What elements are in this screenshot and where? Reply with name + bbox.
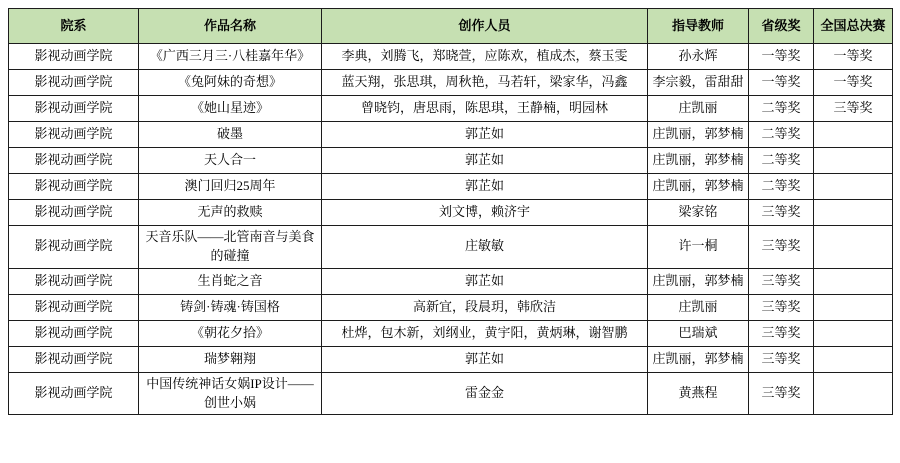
cell-work: 天音乐队——北管南音与美食的碰撞	[139, 226, 322, 269]
cell-creators: 郭芷如	[322, 346, 648, 372]
cell-provincial: 三等奖	[749, 268, 814, 294]
table-row	[9, 320, 893, 346]
cell-provincial: 三等奖	[749, 226, 814, 269]
cell-teacher: 庄凯丽，郭梦楠	[648, 268, 749, 294]
cell-provincial: 二等奖	[749, 122, 814, 148]
table-row	[9, 148, 893, 174]
cell-work: 天人合一	[139, 148, 322, 174]
cell-provincial: 二等奖	[749, 174, 814, 200]
table-body	[9, 44, 893, 415]
cell-provincial: 一等奖	[749, 44, 814, 70]
cell-national: 一等奖	[814, 70, 893, 96]
table-row	[9, 122, 893, 148]
column-header-work: 作品名称	[139, 9, 322, 44]
cell-national	[814, 122, 893, 148]
cell-department: 影视动画学院	[9, 70, 139, 96]
column-header-teacher: 指导教师	[648, 9, 749, 44]
column-header-provincial-award: 省级奖	[749, 9, 814, 44]
cell-teacher: 孙永辉	[648, 44, 749, 70]
cell-department: 影视动画学院	[9, 294, 139, 320]
cell-national	[814, 294, 893, 320]
table-row	[9, 346, 893, 372]
cell-provincial: 二等奖	[749, 148, 814, 174]
cell-teacher: 庄凯丽，郭梦楠	[648, 174, 749, 200]
cell-work: 铸剑·铸魂·铸国格	[139, 294, 322, 320]
cell-work: 《兔阿妹的奇想》	[139, 70, 322, 96]
cell-department: 影视动画学院	[9, 320, 139, 346]
awards-table	[8, 8, 893, 415]
cell-national	[814, 346, 893, 372]
cell-provincial: 三等奖	[749, 372, 814, 415]
cell-teacher: 庄凯丽	[648, 294, 749, 320]
cell-provincial: 三等奖	[749, 320, 814, 346]
cell-teacher: 庄凯丽，郭梦楠	[648, 122, 749, 148]
cell-national: 三等奖	[814, 96, 893, 122]
column-header-national-final: 全国总决赛	[814, 9, 893, 44]
cell-creators: 刘文博，赖济宇	[322, 200, 648, 226]
cell-creators: 郭芷如	[322, 268, 648, 294]
table-row	[9, 200, 893, 226]
header-row	[9, 9, 893, 44]
cell-creators: 郭芷如	[322, 148, 648, 174]
cell-teacher: 李宗毅，雷甜甜	[648, 70, 749, 96]
cell-creators: 雷金金	[322, 372, 648, 415]
cell-creators: 郭芷如	[322, 174, 648, 200]
table-header	[9, 9, 893, 44]
cell-provincial: 三等奖	[749, 200, 814, 226]
cell-national	[814, 268, 893, 294]
cell-work: 《她山星迹》	[139, 96, 322, 122]
cell-department: 影视动画学院	[9, 122, 139, 148]
column-header-department: 院系	[9, 9, 139, 44]
table-row	[9, 372, 893, 415]
cell-teacher: 庄凯丽，郭梦楠	[648, 346, 749, 372]
table-row	[9, 70, 893, 96]
cell-teacher: 庄凯丽	[648, 96, 749, 122]
cell-national	[814, 174, 893, 200]
cell-national: 一等奖	[814, 44, 893, 70]
cell-creators: 庄敏敏	[322, 226, 648, 269]
table-row	[9, 294, 893, 320]
table-row	[9, 268, 893, 294]
cell-creators: 蓝天翔，张思琪，周秋艳，马若轩，梁家华，冯鑫	[322, 70, 648, 96]
cell-creators: 曾晓钧，唐思雨，陈思琪，王静楠，明园林	[322, 96, 648, 122]
table-row	[9, 96, 893, 122]
cell-teacher: 巴瑞斌	[648, 320, 749, 346]
cell-department: 影视动画学院	[9, 44, 139, 70]
cell-work: 生肖蛇之音	[139, 268, 322, 294]
cell-creators: 郭芷如	[322, 122, 648, 148]
cell-work: 无声的救赎	[139, 200, 322, 226]
cell-creators: 李典，刘腾飞，郑晓萱，应陈欢，植成杰，蔡玉雯	[322, 44, 648, 70]
cell-national	[814, 200, 893, 226]
cell-teacher: 黄燕程	[648, 372, 749, 415]
cell-national	[814, 320, 893, 346]
cell-department: 影视动画学院	[9, 372, 139, 415]
cell-provincial: 三等奖	[749, 294, 814, 320]
table-row	[9, 226, 893, 269]
cell-national	[814, 148, 893, 174]
cell-department: 影视动画学院	[9, 268, 139, 294]
cell-provincial: 三等奖	[749, 346, 814, 372]
cell-department: 影视动画学院	[9, 226, 139, 269]
table-row	[9, 174, 893, 200]
cell-work: 《朝花夕拾》	[139, 320, 322, 346]
cell-teacher: 庄凯丽，郭梦楠	[648, 148, 749, 174]
cell-department: 影视动画学院	[9, 96, 139, 122]
cell-provincial: 一等奖	[749, 70, 814, 96]
cell-work: 澳门回归25周年	[139, 174, 322, 200]
cell-creators: 高新宜，段晨玥，韩欣洁	[322, 294, 648, 320]
cell-work: 《广西三月三·八桂嘉年华》	[139, 44, 322, 70]
cell-department: 影视动画学院	[9, 148, 139, 174]
table-row	[9, 44, 893, 70]
cell-provincial: 二等奖	[749, 96, 814, 122]
cell-department: 影视动画学院	[9, 200, 139, 226]
cell-work: 中国传统神话女娲IP设计——创世小娲	[139, 372, 322, 415]
cell-work: 破墨	[139, 122, 322, 148]
cell-national	[814, 372, 893, 415]
cell-department: 影视动画学院	[9, 174, 139, 200]
cell-department: 影视动画学院	[9, 346, 139, 372]
cell-national	[814, 226, 893, 269]
cell-creators: 杜烨，包木新，刘纲业，黄宇阳，黄炳琳，谢智鹏	[322, 320, 648, 346]
cell-work: 瑞梦翱翔	[139, 346, 322, 372]
cell-teacher: 梁家铭	[648, 200, 749, 226]
column-header-creators: 创作人员	[322, 9, 648, 44]
cell-teacher: 许一桐	[648, 226, 749, 269]
